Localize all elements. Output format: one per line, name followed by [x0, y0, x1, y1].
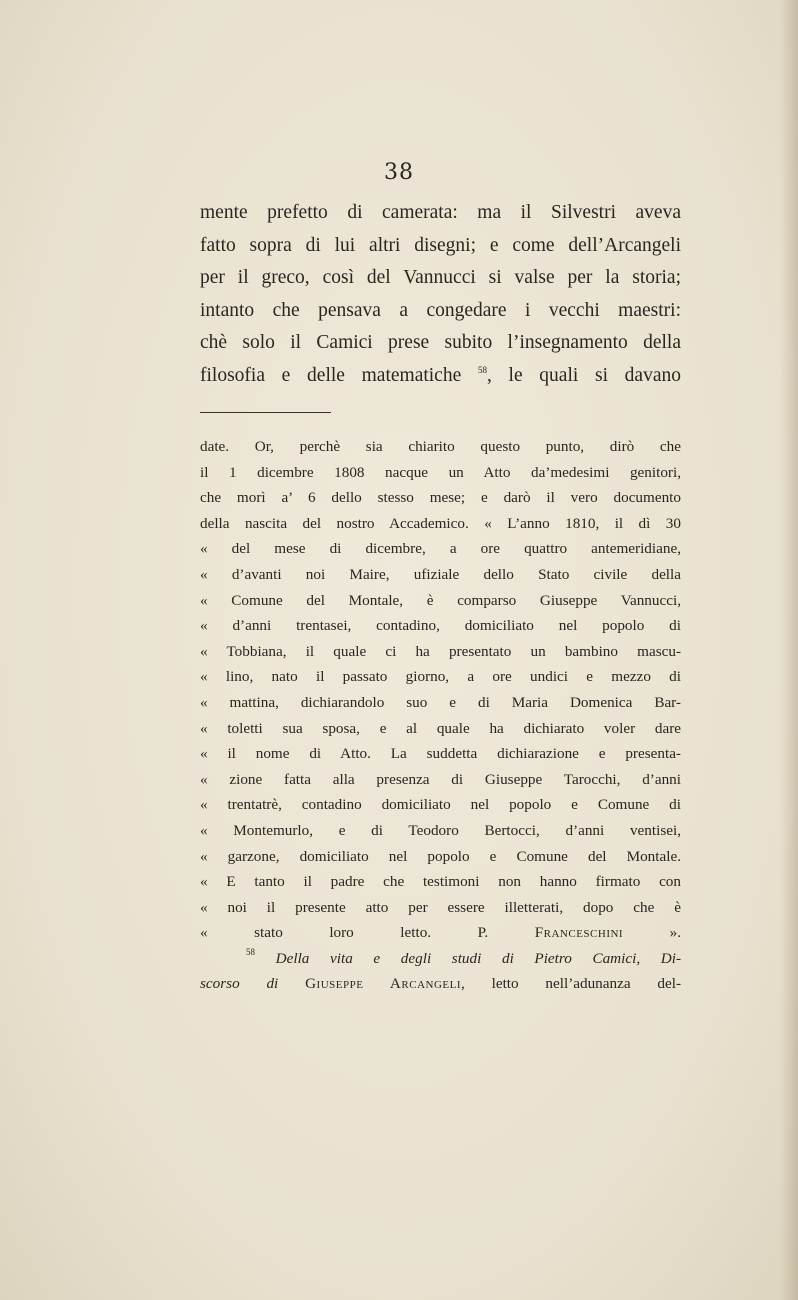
main-line-text: filosofia e delle matematiche: [200, 364, 462, 386]
main-line: mente prefetto di camerata: ma il Silvestri aveva: [200, 202, 681, 223]
page-edge-shadow: [780, 0, 798, 1300]
note-line: il 1 dicembre 1808 nacque un Atto da’medesimi genitori,: [200, 463, 681, 481]
main-line-last: [200, 360, 681, 393]
main-line: fatto sopra di lui altri disegni; e come dell’Arcangeli: [200, 234, 681, 256]
note-line: « trentatrè, contadino domiciliato nel popolo e Comune di: [200, 796, 681, 814]
note-line: « il nome di Atto. La suddetta dichiarazione e presenta-: [200, 745, 681, 763]
note-line: che morì a’ 6 dello stesso mese; e darò il vero documento: [200, 489, 681, 507]
note-line: « Comune del Montale, è comparso Giuseppe Vannucci,: [200, 591, 681, 609]
footnote-reference: 58: [477, 364, 487, 375]
note-line-text: , letto nell’adunanza del-: [461, 975, 682, 993]
note-line-text: ».: [669, 924, 682, 942]
note-line: « noi il presente atto per essere illetterati, dopo che è: [200, 898, 681, 916]
note-line-text: « stato loro letto. P.: [200, 924, 489, 942]
main-line: per il greco, così del Vannucci si valse per la storia;: [200, 267, 681, 289]
note-line: « garzone, domiciliato nel popolo e Comune del Montale.: [200, 847, 681, 865]
note-line: « d’anni trentasei, contadino, domiciliato nel popolo di: [200, 617, 681, 635]
work-title: Della vita e degli studi di Pietro Camici, Di-: [275, 949, 681, 967]
note-line: « toletti sua sposa, e al quale ha dichiarato voler dare: [200, 719, 681, 737]
footnote-separator: [200, 412, 331, 413]
note-line: « lino, nato il passato giorno, a ore undici e mezzo di: [200, 668, 681, 686]
note-line: « E tanto il padre che testimoni non hanno firmato con: [200, 873, 681, 891]
main-line-text: , le quali si davano: [486, 364, 681, 386]
footnote-58-line-2: [200, 971, 681, 997]
main-text: [200, 197, 681, 393]
footnote-58-line-1: [200, 946, 681, 972]
signature-name: Franceschini: [534, 924, 624, 942]
note-signature-line: [200, 920, 681, 946]
author-name: Giuseppe Arcangeli: [305, 975, 462, 993]
main-line: intanto che pensava a congedare i vecchi maestri:: [200, 299, 681, 321]
note-line: « d’avanti noi Maire, ufiziale dello Stato civile della: [200, 565, 681, 583]
note-line: della nascita del nostro Accademico. « L’anno 1810, il dì 30: [200, 514, 681, 532]
work-title-cont: scorso di: [200, 975, 279, 993]
main-line: chè solo il Camici prese subito l’insegnamento della: [200, 332, 681, 354]
note-line: « Montemurlo, e di Teodoro Bertocci, d’anni ventisei,: [200, 821, 681, 839]
footnote-number: 58: [246, 946, 255, 957]
footnotes: [200, 434, 681, 997]
note-line: « Tobbiana, il quale ci ha presentato un bambino mascu-: [200, 642, 681, 660]
page-number: 38: [384, 160, 414, 185]
note-line: date. Or, perchè sia chiarito questo punto, dirò che: [200, 438, 681, 455]
note-line: « mattina, dichiarandolo suo e di Maria Domenica Bar-: [200, 693, 681, 711]
note-line: « del mese di dicembre, a ore quattro antemeridiane,: [200, 540, 681, 558]
note-line: « zione fatta alla presenza di Giuseppe Tarocchi, d’anni: [200, 770, 681, 788]
